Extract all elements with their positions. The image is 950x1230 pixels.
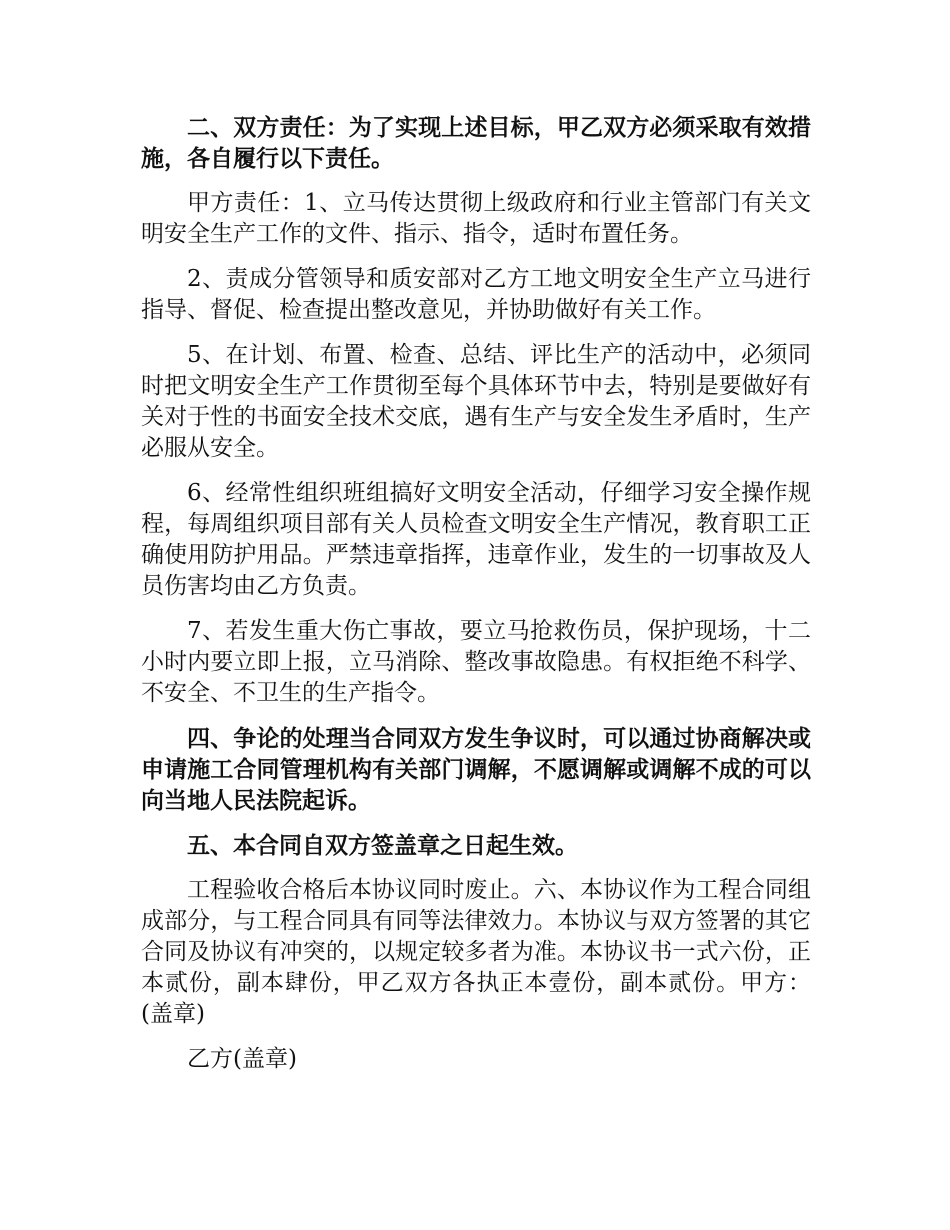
- party-b-seal: 乙方(盖章): [187, 1046, 297, 1072]
- party-a-responsibility-7: 7、若发生重大伤亡事故，要立马抢救伤员，保护现场，十二小时内要立即上报，立马消除、整改事故隐患。有权拒绝不科学、不安全、不卫生的生产指令。: [141, 618, 811, 706]
- section-two-heading: 二、双方责任：为了实现上述目标，甲乙双方必须采取有效措施，各自履行以下责任。: [141, 114, 811, 172]
- termination-clause: 工程验收合格后本协议同时废止。六、本协议作为工程合同组成部分，与工程合同具有同等法律效力。本协议与双方签署的其它合同及协议有冲突的，以规定较多者为准。本协议书一式六份，正本贰份，副本肆份，甲乙双方各执正本壹份，副本贰份。甲方：(盖章): [141, 877, 811, 1027]
- party-a-responsibility-5: 5、在计划、布置、检查、总结、评比生产的活动中，必须同时把文明安全生产工作贯彻至每个具体环节中去，特别是要做好有关对于性的书面安全技术交底，遇有生产与安全发生矛盾时，生产必服从安全。: [141, 342, 811, 461]
- party-a-responsibility-6: 6、经常性组织班组搞好文明安全活动，仔细学习安全操作规程，每周组织项目部有关人员检查文明安全生产情况，教育职工正确使用防护用品。严禁违章指挥，违章作业，发生的一切事故及人员伤害均由乙方负责。: [141, 480, 811, 599]
- party-a-responsibility-2: 2、责成分管领导和质安部对乙方工地文明安全生产立马进行指导、督促、检查提出整改意见，并协助做好有关工作。: [141, 266, 811, 323]
- section-four-dispute: 四、争论的处理当合同双方发生争议时，可以通过协商解决或申请施工合同管理机构有关部门调解，不愿调解或调解不成的可以向当地人民法院起诉。: [141, 725, 811, 814]
- party-a-responsibility-1: 甲方责任：1、立马传达贯彻上级政府和行业主管部门有关文明安全生产工作的文件、指示、指令，适时布置任务。: [141, 190, 811, 247]
- document-page: [141, 112, 811, 1089]
- section-five-effective: 五、本合同自双方签盖章之日起生效。: [187, 832, 578, 859]
